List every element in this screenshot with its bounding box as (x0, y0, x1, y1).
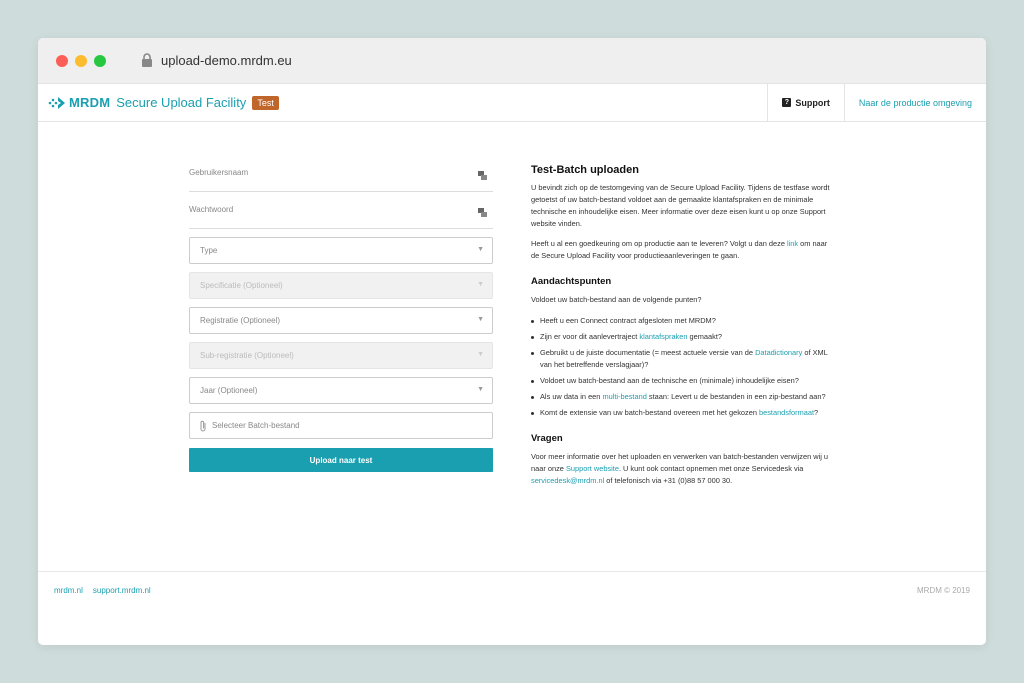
multi-bestand-link[interactable]: multi-bestand (602, 392, 647, 401)
username-placeholder: Gebruikersnaam (189, 168, 249, 177)
production-environment-link[interactable]: Naar de productie omgeving (844, 84, 986, 121)
app-header (38, 84, 986, 122)
approval-text-end: om naar de Secure Upload Facility voor productieaanleveringen te gaan. (531, 239, 828, 260)
app-title: Secure Upload Facility (116, 95, 247, 110)
point-text: Zijn er voor dit aanlevertraject (540, 332, 640, 341)
jaar-placeholder: Jaar (Optioneel) (200, 386, 258, 395)
copyright: MRDM © 2019 (916, 585, 970, 595)
registratie-placeholder: Registratie (Optioneel) (200, 316, 281, 325)
datadictionary-link[interactable]: Datadictionary (755, 348, 803, 357)
info-intro: U bevindt zich op de testomgeving van de Secure Upload Facility. Tijdens de testfase wordt getoetst of uw batch-bestand voldoet aan de gemaakte klantafspraken en de minimale technische en inhoudelijke eisen. Meer informatie over deze eisen kunt u op onze Support website vinden. (531, 183, 830, 228)
brand[interactable] (38, 84, 767, 121)
main-content (38, 122, 986, 608)
file-input[interactable] (189, 412, 493, 439)
support-label: Support (795, 97, 830, 108)
password-placeholder: Wachtwoord (189, 205, 234, 214)
list-item (531, 391, 831, 403)
bestandsformaat-link[interactable]: bestandsformaat (758, 408, 815, 417)
browser-titlebar (38, 38, 986, 84)
chevron-down-icon: ▼ (477, 386, 484, 393)
password-field[interactable] (189, 195, 493, 229)
questions-paragraph (531, 451, 831, 487)
jaar-select[interactable] (189, 377, 493, 404)
list-item (531, 407, 831, 419)
type-select[interactable] (189, 237, 493, 264)
browser-window (38, 38, 986, 645)
questions-title: Vragen (531, 433, 563, 444)
specificatie-select (189, 272, 493, 299)
points-title: Aandachtspunten (531, 276, 612, 287)
subregistratie-placeholder: Sub-registratie (Optioneel) (200, 351, 294, 360)
registratie-select[interactable] (189, 307, 493, 334)
info-panel (531, 164, 831, 487)
footer-link-mrdm[interactable]: mrdm.nl (54, 585, 83, 595)
lock-icon (141, 53, 153, 68)
chevron-down-icon: ▼ (477, 316, 484, 323)
upload-form (189, 158, 493, 472)
mrdm-logo-icon (48, 96, 66, 110)
paperclip-icon (199, 420, 207, 432)
brand-name: MRDM (69, 95, 111, 110)
maximize-window-button[interactable] (94, 55, 106, 67)
list-item: Voldoet uw batch-bestand aan de technische en (minimale) inhoudelijke eisen? (531, 375, 831, 387)
environment-badge: Test (252, 96, 279, 110)
footer-link-support[interactable]: support.mrdm.nl (92, 585, 151, 595)
address-bar[interactable]: upload-demo.mrdm.eu (161, 53, 292, 68)
chevron-down-icon: ▼ (477, 281, 484, 288)
minimize-window-button[interactable] (75, 55, 87, 67)
keyboard-icon (478, 171, 487, 180)
point-text: Als uw data in een (540, 392, 603, 401)
point-text: gemaakt? (687, 332, 722, 341)
upload-button[interactable]: Upload naar test (189, 448, 493, 472)
point-text: Gebruikt u de juiste documentatie (= meest actuele versie van de (540, 348, 756, 357)
questions-text: of telefonisch via +31 (0)88 57 000 30. (604, 476, 733, 485)
questions-text: . U kunt ook contact opnemen met onze Servicedesk via (618, 464, 804, 473)
chevron-down-icon: ▼ (477, 351, 484, 358)
footer (38, 571, 986, 608)
keyboard-icon (478, 208, 487, 217)
support-website-link[interactable]: Support website (565, 464, 619, 473)
username-field[interactable] (189, 158, 493, 192)
approval-text: Heeft u al een goedkeuring om op productie aan te leveren? Volgt u dan deze (531, 239, 787, 248)
points-intro: Voldoet uw batch-bestand aan de volgende punten? (531, 295, 702, 304)
info-title: Test-Batch uploaden (531, 164, 639, 176)
specificatie-placeholder: Specificatie (Optioneel) (200, 281, 283, 290)
servicedesk-email-link[interactable]: servicedesk@mrdm.nl (531, 476, 605, 485)
production-link[interactable]: link (786, 239, 799, 248)
close-window-button[interactable] (56, 55, 68, 67)
support-link[interactable] (767, 84, 844, 121)
file-placeholder: Selecteer Batch-bestand (212, 421, 300, 430)
points-list (531, 315, 831, 419)
subregistratie-select (189, 342, 493, 369)
list-item (531, 331, 831, 343)
approval-paragraph (531, 238, 831, 262)
list-item (531, 347, 831, 371)
question-icon: ? (782, 98, 791, 107)
point-text: staan: Levert u de bestanden in een zip-bestand aan? (646, 392, 826, 401)
chevron-down-icon: ▼ (477, 246, 484, 253)
klantafspraken-link[interactable]: klantafspraken (639, 332, 688, 341)
list-item: Heeft u een Connect contract afgesloten met MRDM? (531, 315, 831, 327)
point-text: ? (814, 408, 819, 417)
point-text: of XML van het betreffende verslagjaar)? (540, 348, 828, 369)
type-placeholder: Type (200, 246, 218, 255)
questions-text: Voor meer informatie over het uploaden en verwerken van batch-bestanden verwijzen wij u naar onze (531, 452, 829, 473)
point-text: Komt de extensie van uw batch-bestand overeen met het gekozen (540, 408, 759, 417)
